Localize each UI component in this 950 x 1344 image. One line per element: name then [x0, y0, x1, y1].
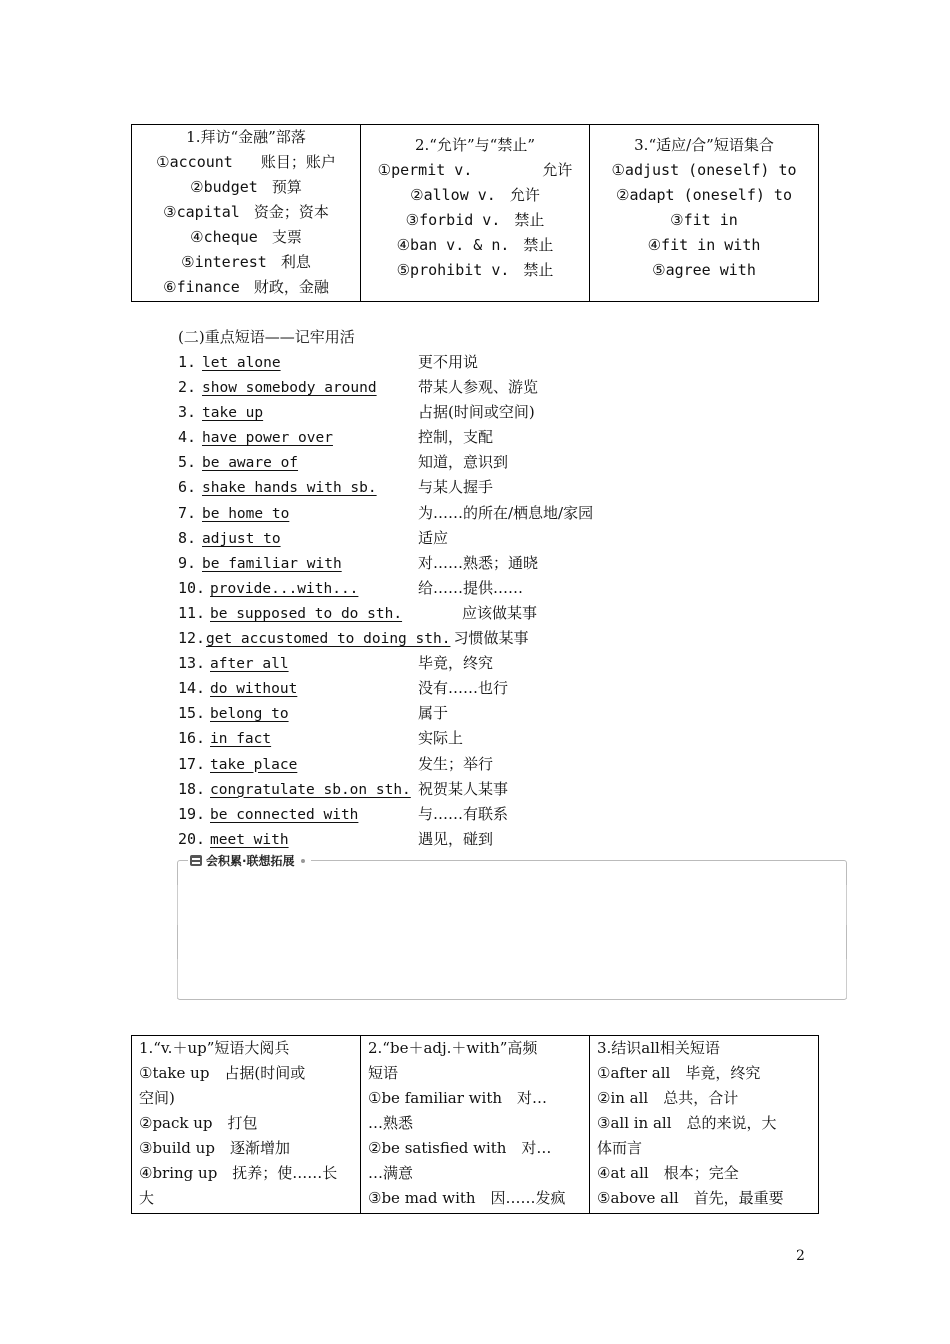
phrase-row: 7. be home to 为……的所在/栖息地/家园 [178, 503, 594, 522]
top-table-col-finance [132, 125, 361, 301]
col-title: 1.拜访“金融”部落 [186, 128, 306, 146]
table-line: 体而言 [597, 1139, 643, 1157]
vocab-item: ⑤prohibit v. 禁止 [396, 261, 554, 279]
phrase-row: 17. take place 发生；举行 [178, 754, 494, 773]
top-table-col-adapt [590, 125, 818, 301]
table-line: …熟悉 [368, 1114, 414, 1132]
dot-icon [301, 859, 305, 863]
phrase-row: 18. congratulate sb.on sth. 祝贺某人某事 [178, 779, 509, 798]
notes-icon [190, 855, 202, 866]
table-line: ⑤above all 首先，最重要 [597, 1189, 784, 1207]
phrase-row: 15. belong to 属于 [178, 704, 449, 723]
phrase-row: 13. after all 毕竟，终究 [178, 654, 494, 673]
vocab-item: ⑥finance 财政，金融 [163, 278, 329, 296]
vocab-item: ②budget 预算 [190, 178, 302, 196]
phrase-row: 4. have power over 控制，支配 [178, 428, 494, 447]
table-line: ②in all 总共，合计 [597, 1089, 739, 1107]
phrase-row: 6. shake hands with sb. 与某人握手 [178, 478, 494, 497]
phrase-row: 9. be familiar with 对……熟悉；通晓 [178, 553, 539, 572]
vocab-item: ③fit in [670, 211, 738, 229]
section-title: (二)重点短语——记牢用活 [178, 328, 355, 346]
bottom-col-all [590, 1036, 818, 1213]
accumulate-label-text: 会积累·联想拓展 [206, 854, 295, 868]
vocab-item: ⑤agree with [652, 261, 756, 279]
table-line: 短语 [368, 1064, 399, 1082]
vocab-item: ③forbid v. 禁止 [405, 211, 545, 229]
table-line: …满意 [368, 1164, 414, 1182]
phrase-row: 5. be aware of 知道，意识到 [178, 453, 509, 472]
vocab-item: ②allow v. 允许 [410, 186, 540, 204]
vocab-item: ①permit v. 允许 [377, 161, 573, 179]
table-line: ④bring up 抚养；使……长 [139, 1164, 338, 1182]
table-line: ②be satisfied with 对… [368, 1139, 552, 1157]
page-number: 2 [796, 1248, 805, 1264]
bottom-col-be-adj-with [361, 1036, 590, 1213]
vocab-item: ③capital 资金；资本 [163, 203, 329, 221]
top-table-col-permission [361, 125, 590, 301]
phrase-row: 12.get accustomed to doing sth. 习惯做某事 [178, 629, 529, 648]
vocab-item: ①adjust (oneself) to [611, 161, 797, 179]
col-title: 3.结识all相关短语 [597, 1039, 720, 1057]
vocab-item: ④ban v. & n. 禁止 [396, 236, 554, 254]
table-line: ③be mad with 因……发疯 [368, 1189, 566, 1207]
table-line: ④at all 根本；完全 [597, 1164, 739, 1182]
accumulate-label [188, 852, 311, 869]
accumulate-box [177, 860, 847, 1000]
table-line: 空间) [139, 1089, 175, 1107]
table-line: ①after all 毕竟，终究 [597, 1064, 761, 1082]
vocab-item: ⑤interest 利息 [181, 253, 311, 271]
table-line: ③all in all 总的来说，大 [597, 1114, 777, 1132]
table-line: ②pack up 打包 [139, 1114, 258, 1132]
table-line: ①take up 占据(时间或 [139, 1064, 306, 1082]
col-title: 3.“适应/合”短语集合 [634, 136, 774, 154]
vocab-item: ②adapt (oneself) to [615, 186, 792, 204]
bottom-col-up [132, 1036, 361, 1213]
vocab-item: ①account 账目；账户 [156, 153, 336, 171]
phrase-row: 2. show somebody around 带某人参观、游览 [178, 378, 539, 397]
phrase-row: 8. adjust to 适应 [178, 528, 449, 547]
phrase-row: 10. provide...with... 给……提供…… [178, 578, 524, 597]
phrase-row: 20. meet with 遇见，碰到 [178, 829, 494, 848]
box-side-mark [177, 885, 178, 925]
table-line: ①be familiar with 对… [368, 1089, 548, 1107]
col-title: 2.“允许”与“禁止” [415, 136, 535, 154]
phrase-row: 1. let alone 更不用说 [178, 353, 479, 371]
phrase-row: 3. take up 占据(时间或空间) [178, 403, 535, 422]
box-side-mark [846, 885, 847, 925]
top-vocab-table [131, 124, 819, 302]
box-side-mark [177, 959, 178, 999]
phrase-list [178, 350, 738, 852]
box-side-mark [846, 959, 847, 999]
table-line: ③build up 逐渐增加 [139, 1139, 290, 1157]
col-title: 1.“v.＋up”短语大阅兵 [139, 1039, 290, 1057]
phrase-row: 19. be connected with 与……有联系 [178, 804, 509, 823]
phrase-row: 11. be supposed to do sth. 应该做某事 [178, 603, 538, 622]
vocab-item: ④cheque 支票 [190, 228, 302, 246]
table-line: 大 [139, 1189, 155, 1207]
phrase-row: 16. in fact 实际上 [178, 729, 464, 748]
bottom-phrase-table [131, 1035, 819, 1214]
vocab-item: ④fit in with [647, 236, 761, 254]
phrase-row: 14. do without 没有……也行 [178, 679, 509, 698]
col-title: 2.“be＋adj.＋with”高频 [368, 1039, 538, 1057]
